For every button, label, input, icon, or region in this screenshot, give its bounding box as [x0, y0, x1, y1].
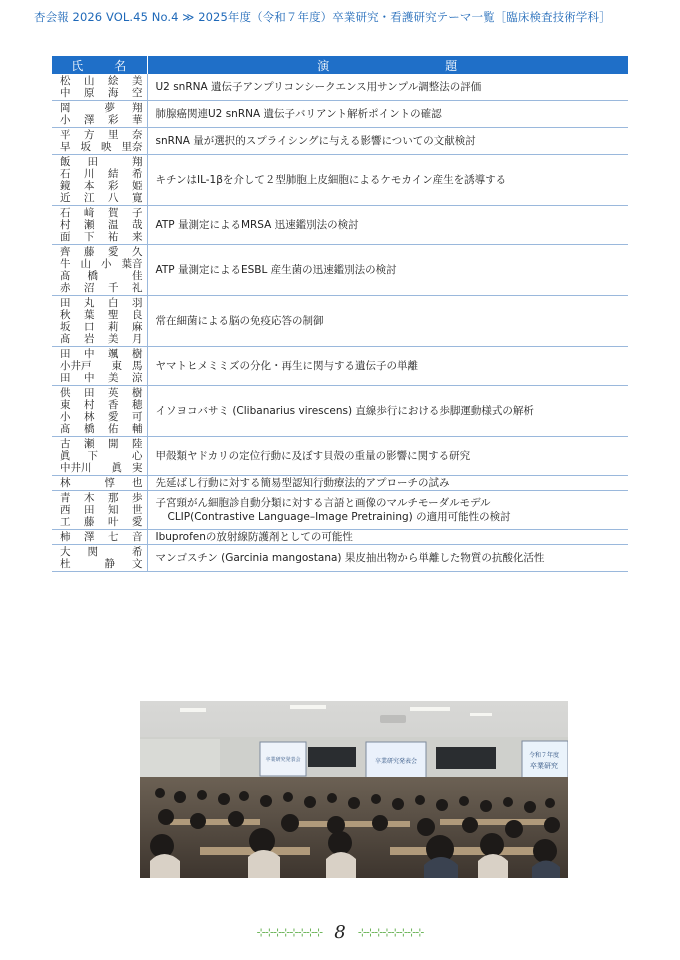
- student-name: [60, 309, 143, 321]
- name-char: 橋: [87, 270, 98, 282]
- name-char: 早: [60, 141, 71, 153]
- research-title: [147, 437, 628, 476]
- title-line: ATP 量測定によるESBL 産生菌の迅速鑑別法の検討: [155, 264, 397, 276]
- name-char: 村: [60, 219, 71, 231]
- ornament-right-icon: ⊹⊹⊹⊹⊹⊹⊹⊹: [357, 926, 424, 939]
- name-char: 沼: [84, 282, 95, 294]
- student-name: [60, 360, 143, 372]
- student-name: [60, 207, 143, 219]
- student-names: [52, 347, 147, 386]
- name-char: 丸: [84, 297, 95, 309]
- name-char: 月: [132, 333, 143, 345]
- name-char: 美: [108, 372, 119, 384]
- name-char: 空: [132, 87, 143, 99]
- student-name: [60, 75, 143, 87]
- student-name: [60, 516, 143, 528]
- name-char: 奈: [132, 129, 143, 141]
- table-row: [52, 155, 628, 206]
- student-name: [60, 231, 143, 243]
- table-row: [52, 296, 628, 347]
- running-header: 杏会報 2026 VOL.45 No.4 ≫ 2025年度（令和７年度）卒業研究・看護研究テーマ一覧［臨床検査技術学科］: [34, 10, 611, 24]
- name-char: 穂: [132, 399, 143, 411]
- title-line: マンゴスチン (Garcinia mangostana) 果皮抽出物から単離した物質の抗酸化活性: [155, 552, 545, 564]
- title-line: CLIP(Contrastive Language–Image Pretraining) の適用可能性の検討: [167, 511, 511, 523]
- title-line: 肺腺癌関連U2 snRNA 遺伝子バリアント解析ポイントの確認: [155, 108, 442, 120]
- name-char: 樹: [132, 348, 143, 360]
- name-char: 髙: [60, 423, 71, 435]
- student-name: [60, 558, 143, 570]
- name-char: 齊: [60, 246, 71, 258]
- student-name: [60, 333, 143, 345]
- student-name: [60, 282, 143, 294]
- title-line: Ibuprofenの放射線防護剤としての可能性: [155, 531, 353, 543]
- name-char: 中: [60, 87, 71, 99]
- page-number: 8: [334, 922, 346, 943]
- name-char: 小: [60, 114, 71, 126]
- name-char: 涼: [132, 372, 143, 384]
- name-char: 結: [108, 168, 119, 180]
- title-line: snRNA 量が選択的スプライシングに与える影響についての文献検討: [155, 135, 476, 147]
- name-char: 橋: [84, 423, 95, 435]
- name-char: 瀬: [84, 219, 95, 231]
- column-header-name: 氏 名: [52, 56, 147, 74]
- name-char: 華: [132, 114, 143, 126]
- name-char: 絵: [108, 75, 119, 87]
- name-char: 葉: [84, 309, 95, 321]
- name-char: 音: [132, 531, 143, 543]
- name-char: 希: [132, 168, 143, 180]
- name-char: 海: [108, 87, 119, 99]
- research-title: [147, 386, 628, 437]
- name-char: 工: [60, 516, 71, 528]
- student-name: [60, 399, 143, 411]
- name-char: 田: [84, 504, 95, 516]
- name-char: 千: [108, 282, 119, 294]
- name-char: 佳: [132, 270, 143, 282]
- name-char: 愛: [108, 246, 119, 258]
- table-row: [52, 101, 628, 128]
- student-name: [60, 546, 143, 558]
- name-char: 口: [84, 321, 95, 333]
- name-char: 愛: [132, 516, 143, 528]
- name-char: 白: [108, 297, 119, 309]
- research-title: [147, 530, 628, 545]
- name-char: 温: [108, 219, 119, 231]
- title-line: ATP 量測定によるMRSA 迅速鑑別法の検討: [155, 219, 359, 231]
- name-char: 下: [87, 450, 98, 462]
- name-char: 関: [87, 546, 98, 558]
- name-char: 小: [101, 258, 112, 270]
- name-char: 中: [84, 372, 95, 384]
- name-char: 八: [108, 192, 119, 204]
- name-char: 夢: [104, 102, 115, 114]
- student-name: [60, 87, 143, 99]
- student-name: [60, 156, 143, 168]
- table-row: [52, 491, 628, 530]
- student-name: [60, 297, 143, 309]
- slide-text-left: 卒業研究発表会: [265, 757, 301, 763]
- student-name: [60, 129, 143, 141]
- name-char: 石: [60, 168, 71, 180]
- student-name: [60, 246, 143, 258]
- name-char: 江: [84, 192, 95, 204]
- table-header-row: [52, 56, 628, 74]
- name-char: 佑: [108, 423, 119, 435]
- name-char: 小: [60, 411, 71, 423]
- name-char: 木: [84, 492, 95, 504]
- table-row: [52, 74, 628, 101]
- table-row: [52, 437, 628, 476]
- name-char: 彩: [108, 180, 119, 192]
- name-char: 七: [108, 531, 119, 543]
- research-title: [147, 476, 628, 491]
- research-title: [147, 491, 628, 530]
- title-line: イソヨコバサミ (Clibanarius virescens) 直線歩行における歩脚運動様式の解析: [155, 405, 534, 417]
- student-name: [60, 462, 143, 474]
- table-row: [52, 545, 628, 572]
- theme-table: [52, 56, 628, 572]
- name-char: 赤: [60, 282, 71, 294]
- name-char: 東: [111, 360, 122, 372]
- name-char: 賀: [108, 207, 119, 219]
- student-name: [60, 372, 143, 384]
- name-char: 澤: [84, 114, 95, 126]
- student-name: [60, 192, 143, 204]
- name-char: 歩: [132, 492, 143, 504]
- student-name: [60, 168, 143, 180]
- student-name: [60, 219, 143, 231]
- student-names: [52, 101, 147, 128]
- name-char: 哉: [132, 219, 143, 231]
- research-title: [147, 347, 628, 386]
- research-title: [147, 545, 628, 572]
- name-char: 葉音: [121, 258, 143, 270]
- research-title: [147, 296, 628, 347]
- student-name: [60, 477, 143, 489]
- table-row: [52, 386, 628, 437]
- page-footer: [0, 922, 680, 943]
- name-char: 礼: [132, 282, 143, 294]
- name-char: 子: [132, 207, 143, 219]
- student-name: [60, 180, 143, 192]
- research-title: [147, 101, 628, 128]
- research-title: [147, 245, 628, 296]
- title-line: 常在細菌による脳の免疫応答の制御: [155, 315, 324, 327]
- name-char: 岡: [60, 102, 71, 114]
- name-char: 藤: [84, 246, 95, 258]
- student-names: [52, 530, 147, 545]
- name-char: 静: [104, 558, 115, 570]
- name-char: 眞: [60, 450, 71, 462]
- name-char: 下: [84, 231, 95, 243]
- table-row: [52, 245, 628, 296]
- name-char: 世: [132, 504, 143, 516]
- name-char: 山: [84, 75, 95, 87]
- title-line: U2 snRNA 遺伝子アンプリコンシークエンス用サンプル調整法の評価: [155, 81, 482, 93]
- name-char: 川: [84, 168, 95, 180]
- name-char: 古: [60, 438, 71, 450]
- name-char: 坂: [60, 321, 71, 333]
- name-char: 里: [108, 129, 119, 141]
- name-char: 莉: [108, 321, 119, 333]
- name-char: 陸: [132, 438, 143, 450]
- name-char: 林: [60, 477, 71, 489]
- name-char: 牛: [60, 258, 71, 270]
- name-char: 面: [60, 231, 71, 243]
- name-char: 可: [132, 411, 143, 423]
- name-char: 藤: [84, 516, 95, 528]
- name-char: 秋: [60, 309, 71, 321]
- name-char: 田: [87, 156, 98, 168]
- student-names: [52, 74, 147, 101]
- name-char: 心: [132, 450, 143, 462]
- student-name: [60, 321, 143, 333]
- name-char: 青: [60, 492, 71, 504]
- student-names: [52, 206, 147, 245]
- name-char: 本: [84, 180, 95, 192]
- name-char: 映: [101, 141, 112, 153]
- name-char: 文: [132, 558, 143, 570]
- name-char: 叶: [108, 516, 119, 528]
- table-row: [52, 206, 628, 245]
- name-char: 良: [132, 309, 143, 321]
- student-names: [52, 545, 147, 572]
- name-char: 知: [108, 504, 119, 516]
- table-row: [52, 128, 628, 155]
- name-char: 中: [84, 348, 95, 360]
- name-char: 柿: [60, 531, 71, 543]
- title-line: キチンはIL-1βを介して２型肺胞上皮細胞によるケモカイン産生を誘導する: [155, 174, 507, 186]
- name-char: 松: [60, 75, 71, 87]
- name-char: 澤: [84, 531, 95, 543]
- student-name: [60, 423, 143, 435]
- table-row: [52, 530, 628, 545]
- research-title: [147, 74, 628, 101]
- name-char: 実: [132, 462, 143, 474]
- student-names: [52, 155, 147, 206]
- slide-text-right-title: 卒業研究: [530, 762, 558, 770]
- slide-text-right-year: 令和７年度: [528, 752, 560, 759]
- name-char: 岩: [84, 333, 95, 345]
- name-char: 姫: [132, 180, 143, 192]
- student-name: [60, 387, 143, 399]
- presentation-photo: [140, 701, 568, 878]
- name-char: 供: [60, 387, 71, 399]
- ornament-left-icon: ⊹⊹⊹⊹⊹⊹⊹⊹: [256, 926, 323, 939]
- name-char: 馬: [132, 360, 143, 372]
- name-char: 眞: [111, 462, 122, 474]
- name-char: 田: [60, 297, 71, 309]
- title-line: 先延ばし行動に対する簡易型認知行動療法的アプローチの試み: [155, 477, 450, 489]
- name-char: 彩: [108, 114, 119, 126]
- name-char: 美: [132, 75, 143, 87]
- name-char: 近: [60, 192, 71, 204]
- name-char: 来: [132, 231, 143, 243]
- name-char: 麻: [132, 321, 143, 333]
- name-char: 輔: [132, 423, 143, 435]
- student-names: [52, 386, 147, 437]
- name-char: 里奈: [121, 141, 143, 153]
- name-char: 颯: [108, 348, 119, 360]
- name-char: 希: [132, 546, 143, 558]
- name-char: 田: [60, 372, 71, 384]
- name-char: 田: [60, 348, 71, 360]
- name-char: 杜: [60, 558, 71, 570]
- title-line: 甲殻類ヤドカリの定位行動に及ぼす貝殻の重量の影響に関する研究: [155, 450, 471, 462]
- research-title: [147, 155, 628, 206]
- name-char: 髙: [60, 270, 71, 282]
- name-char: 寛: [132, 192, 143, 204]
- student-names: [52, 296, 147, 347]
- name-char: 愛: [108, 411, 119, 423]
- name-char: 久: [132, 246, 143, 258]
- student-name: [60, 102, 143, 114]
- name-char: 香: [108, 399, 119, 411]
- name-char: 﨑: [84, 207, 95, 219]
- name-char: 那: [108, 492, 119, 504]
- name-char: 平: [60, 129, 71, 141]
- name-char: 祐: [108, 231, 119, 243]
- student-name: [60, 141, 143, 153]
- name-char: 鏡: [60, 180, 71, 192]
- name-char: 田: [84, 387, 95, 399]
- student-name: [60, 270, 143, 282]
- name-char: 飯: [60, 156, 71, 168]
- student-name: [60, 411, 143, 423]
- name-char: 中井川: [60, 462, 92, 474]
- name-char: 聖: [108, 309, 119, 321]
- name-char: 髙: [60, 333, 71, 345]
- student-name: [60, 258, 143, 270]
- student-names: [52, 437, 147, 476]
- name-char: 翔: [132, 102, 143, 114]
- name-char: 村: [84, 399, 95, 411]
- student-name: [60, 531, 143, 543]
- student-name: [60, 450, 143, 462]
- name-char: 林: [84, 411, 95, 423]
- student-name: [60, 492, 143, 504]
- student-name: [60, 114, 143, 126]
- student-names: [52, 245, 147, 296]
- student-names: [52, 491, 147, 530]
- name-char: 石: [60, 207, 71, 219]
- name-char: 西: [60, 504, 71, 516]
- student-name: [60, 348, 143, 360]
- student-name: [60, 438, 143, 450]
- name-char: 東: [60, 399, 71, 411]
- column-header-title: 演 題: [147, 56, 628, 74]
- name-char: 羽: [132, 297, 143, 309]
- name-char: 方: [84, 129, 95, 141]
- title-line: ヤマトヒメミミズの分化・再生に関与する遺伝子の単離: [155, 360, 418, 372]
- name-char: 惇: [104, 477, 115, 489]
- slide-text-main: 卒業研究発表会: [374, 758, 418, 765]
- research-title: [147, 128, 628, 155]
- title-line: 子宮頸がん細胞診自動分類に対する言語と画像のマルチモーダルモデル: [155, 497, 491, 509]
- student-names: [52, 128, 147, 155]
- research-title: [147, 206, 628, 245]
- name-char: 山: [80, 258, 91, 270]
- student-name: [60, 504, 143, 516]
- name-char: 瀬: [84, 438, 95, 450]
- name-char: 原: [84, 87, 95, 99]
- name-char: 小井戸: [60, 360, 92, 372]
- name-char: 樹: [132, 387, 143, 399]
- name-char: 美: [108, 333, 119, 345]
- name-char: 英: [108, 387, 119, 399]
- name-char: 翔: [132, 156, 143, 168]
- name-char: 大: [60, 546, 71, 558]
- table-row: [52, 476, 628, 491]
- name-char: 坂: [80, 141, 91, 153]
- name-char: 也: [132, 477, 143, 489]
- student-names: [52, 476, 147, 491]
- table-row: [52, 347, 628, 386]
- name-char: 開: [108, 438, 119, 450]
